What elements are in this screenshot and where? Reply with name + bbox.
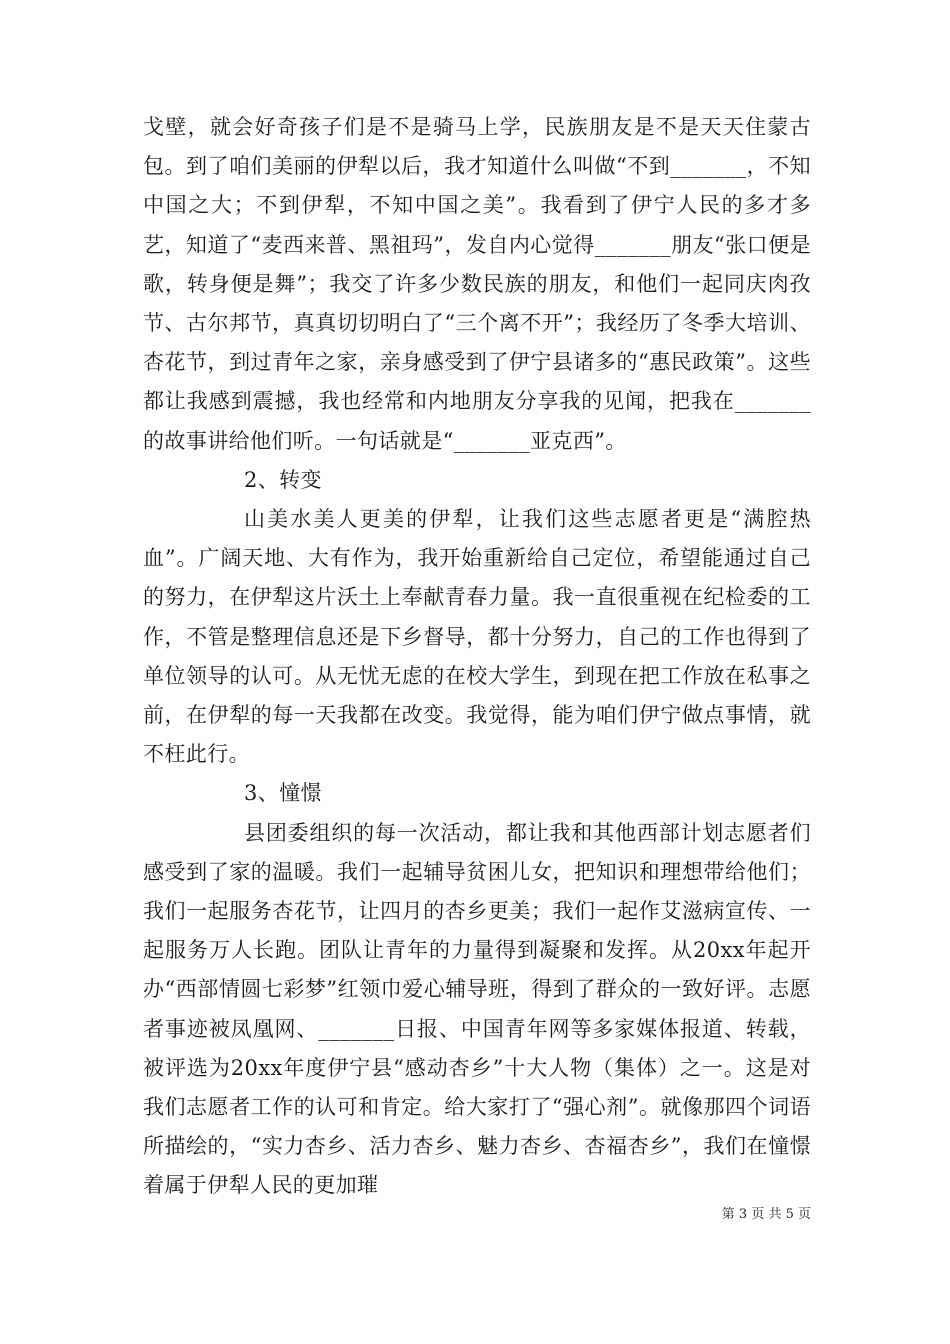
paragraph-aspiration: 县团委组织的每一次活动，都让我和其他西部计划志愿者们感受到了家的温暖。我们一起辅导贫困儿女，把知识和理想带给他们；我们一起服务杏花节，让四月的杏乡更美；我们一起作艾滋病宣传、一起服务万人长跑。团队让青年的力量得到凝聚和发挥。从20xx年起开办“西部情圆七彩梦”红领巾爱心辅导班，得到了群众的一致好评。志愿者事迹被凤凰网、_______日报、中国青年网等多家媒体报道、转载，被评选为20xx年度伊宁县“感动杏乡”十大人物（集体）之一。这是对我们志愿者工作的认可和肯定。给大家打了“强心剂”。就像那四个词语所描绘的，“实力杏乡、活力杏乡、魅力杏乡、杏福杏乡”，我们在憧憬着属于伊犁人民的更加璀 bbox=[143, 820, 811, 1198]
document-body bbox=[143, 108, 811, 1206]
paragraph-continued: 戈壁，就会好奇孩子们是不是骑马上学，民族朋友是不是天天住蒙古包。到了咱们美丽的伊犁以后，我才知道什么叫做“不到_______，不知中国之大；不到伊犁，不知中国之美”。我看到了伊宁人民的多才多艺，知道了“麦西来普、黑祖玛”，发自内心觉得_______朋友“张口便是歌，转身便是舞”；我交了许多少数民族的朋友，和他们一起同庆肉孜节、古尔邦节，真真切切明白了“三个离不开”；我经历了冬季大培训、杏花节，到过青年之家，亲身感受到了伊宁县诸多的“惠民政策”。这些都让我感到震撼，我也经常和内地朋友分享我的见闻，把我在_______的故事讲给他们听。一句话就是“_______亚克西”。 bbox=[143, 115, 811, 453]
section-heading-transformation: 2、转变 bbox=[244, 467, 322, 492]
page-number-footer: 第 3 页 共 5 页 bbox=[721, 1207, 811, 1222]
paragraph-transformation: 山美水美人更美的伊犁，让我们这些志愿者更是“满腔热血”。广阔天地、大有作为，我开始重新给自己定位，希望能通过自己的努力，在伊犁这片沃土上奉献青春力量。我一直很重视在纪检委的工作，不管是整理信息还是下乡督导，都十分努力，自己的工作也得到了单位领导的认可。从无忧无虑的在校大学生，到现在把工作放在私事之前，在伊犁的每一天我都在改变。我觉得，能为咱们伊宁做点事情，就不枉此行。 bbox=[143, 507, 811, 767]
section-heading-aspiration: 3、憧憬 bbox=[244, 781, 322, 806]
